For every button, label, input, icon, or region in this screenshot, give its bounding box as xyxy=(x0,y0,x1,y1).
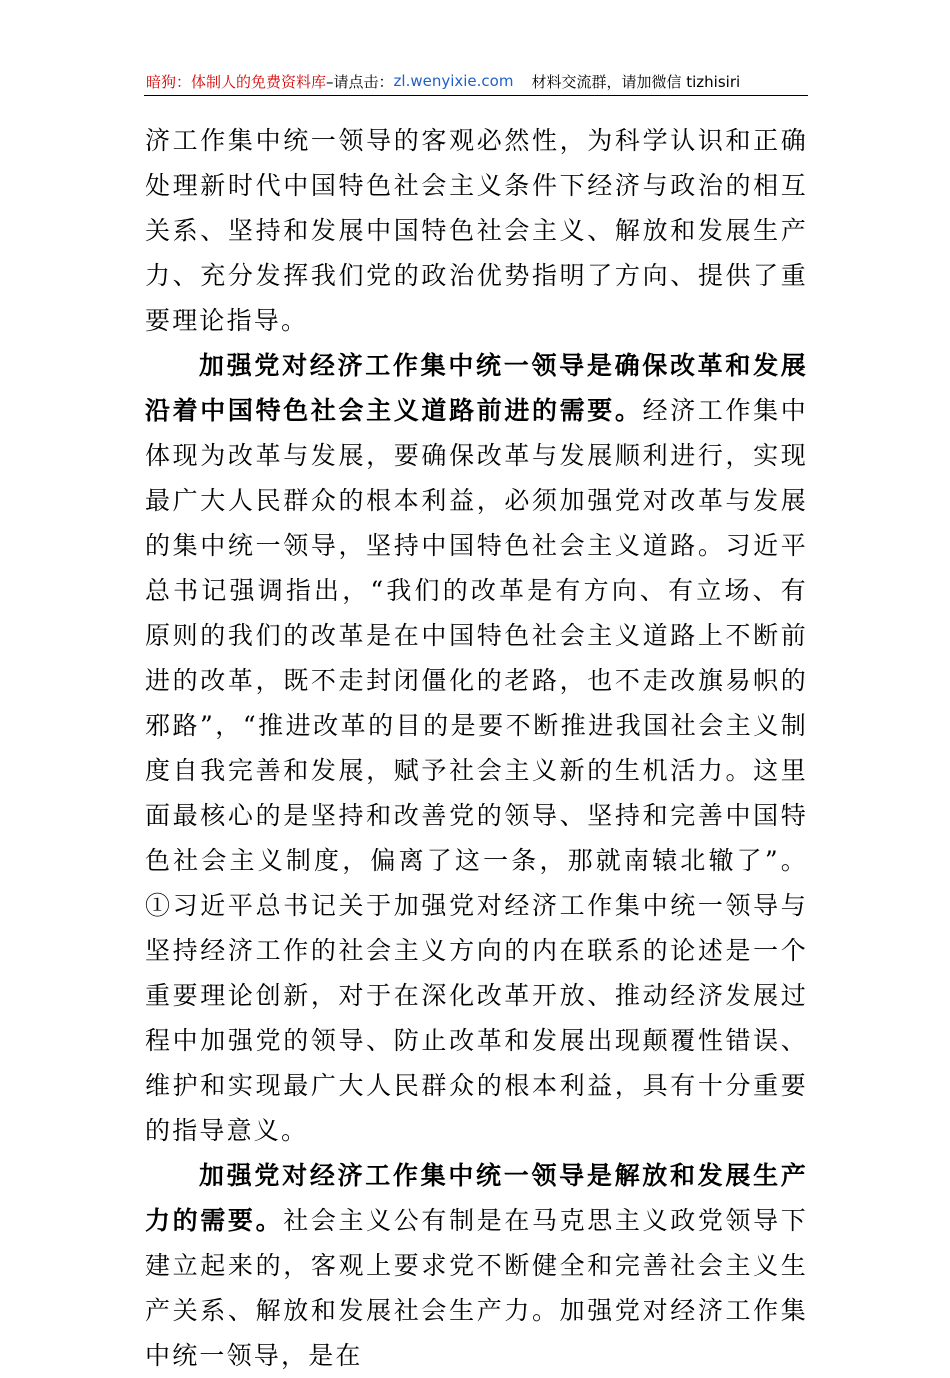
header-brand-text: 暗狗：体制人的免费资料库 xyxy=(146,72,327,91)
paragraph-reform-development xyxy=(145,343,808,1153)
document-body xyxy=(145,118,808,1378)
paragraph-productive-forces xyxy=(145,1153,808,1378)
paragraph-lead-heading: 加强党对经济工作集中统一领导是解放和发展生产力的需要。 xyxy=(145,1161,808,1235)
paragraph-text: 济工作集中统一领导的客观必然性，为科学认识和正确处理新时代中国特色社会主义条件下经济与政治的相互关系、坚持和发展中国特色社会主义、解放和发展生产力、充分发挥我们党的政治优势指明了方向、提供了重要理论指导。 xyxy=(145,126,808,335)
paragraph-text: 社会主义公有制是在马克思主义政党领导下建立起来的，客观上要求党不断健全和完善社会主义生产关系、解放和发展社会生产力。加强党对经济工作集中统一领导，是在 xyxy=(145,1206,808,1370)
paragraph-text: 经济工作集中体现为改革与发展，要确保改革与发展顺利进行，实现最广大人民群众的根本利益，必须加强党对改革与发展的集中统一领导，坚持中国特色社会主义道路。习近平总书记强调指出，“我们的改革是有方向、有立场、有原则的我们的改革是在中国特色社会主义道路上不断前进的改革，既不走封闭僵化的老路，也不走改旗易帜的邪路”，“推进改革的目的是要不断推进我国社会主义制度自我完善和发展，赋予社会主义新的生机活力。这里面最核心的是坚持和改善党的领导、坚持和完善中国特色社会主义制度，偏离了这一条，那就南辕北辙了”。①习近平总书记关于加强党对经济工作集中统一领导与坚持经济工作的社会主义方向的内在联系的论述是一个重要理论创新，对于在深化改革开放、推动经济发展过程中加强党的领导、防止改革和发展出现颠覆性错误、维护和实现最广大人民群众的根本利益，具有十分重要的指导意义。 xyxy=(145,396,808,1145)
paragraph-continuation xyxy=(145,118,808,343)
header-contact-text: 材料交流群，请加微信 tizhisiri xyxy=(531,72,741,91)
paragraph-lead-heading: 加强党对经济工作集中统一领导是确保改革和发展沿着中国特色社会主义道路前进的需要。 xyxy=(145,351,808,425)
header-divider xyxy=(144,95,808,96)
page-header xyxy=(146,68,806,94)
header-prompt-text: –请点击： xyxy=(326,72,394,91)
header-site-link[interactable]: zl.wenyixie.com xyxy=(393,72,514,90)
